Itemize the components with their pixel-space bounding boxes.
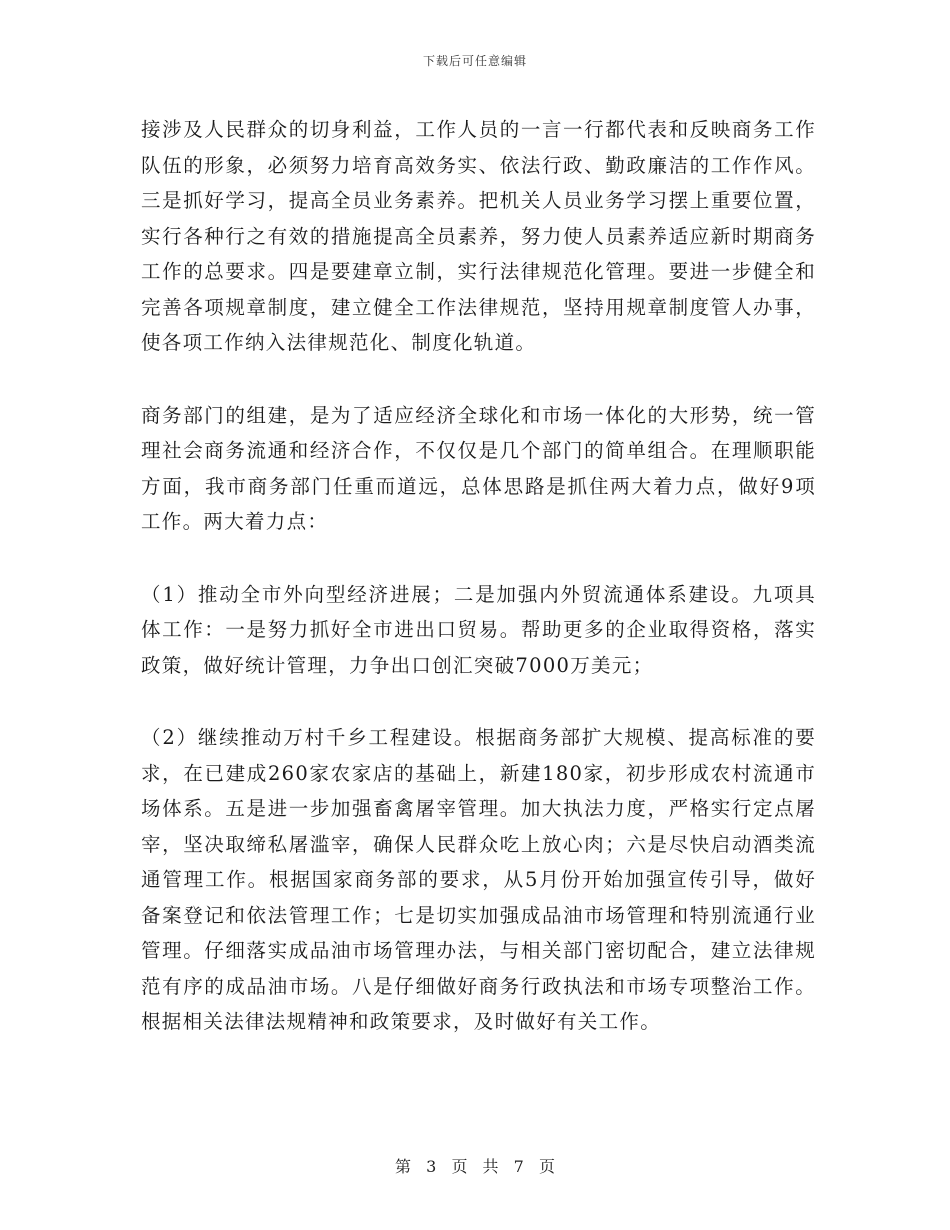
current-page-number: 3 <box>426 1157 437 1176</box>
paragraph-3: （1）推动全市外向型经济进展；二是加强内外贸流通体系建设。九项具体工作：一是努力抓好全市进出口贸易。帮助更多的企业取得资格，落实政策，做好统计管理，力争出口创汇突破7000万美元； <box>141 582 816 677</box>
footer-gong: 共 <box>482 1157 499 1176</box>
total-page-count: 7 <box>513 1157 524 1176</box>
page-footer <box>0 1154 950 1177</box>
paragraph-4: （2）继续推动万村千乡工程建设。根据商务部扩大规模、提高标准的要求，在已建成260家农家店的基础上，新建180家，初步形成农村流通市场体系。五是进一步加强畜禽屠宰管理。加大执法力度，严格实行定点屠宰，坚决取缔私屠滥宰，确保人民群众吃上放心肉；六是尽快启动酒类流通管理工作。根据国家商务部的要求，从5月份开始加强宣传引导，做好备案登记和依法管理工作；七是切实加强成品油市场管理和特别流通行业管理。仔细落实成品油市场管理办法，与相关部门密切配合，建立法律规范有序的成品油市场。八是仔细做好商务行政执法和市场专项整治工作。根据相关法律法规精神和政策要求，及时做好有关工作。 <box>141 726 816 1033</box>
document-body <box>141 112 816 1040</box>
paragraph-1: 接涉及人民群众的切身利益，工作人员的一言一行都代表和反映商务工作队伍的形象，必须努力培育高效务实、依法行政、勤政廉洁的工作作风。三是抓好学习，提高全员业务素养。把机关人员业务学习摆上重要位置，实行各种行之有效的措施提高全员素养，努力使人员素养适应新时期商务工作的总要求。四是要建章立制，实行法律规范化管理。要进一步健全和完善各项规章制度，建立健全工作法律规范，坚持用规章制度管人办事，使各项工作纳入法律规范化、制度化轨道。 <box>141 118 816 354</box>
paragraph-2: 商务部门的组建，是为了适应经济全球化和市场一体化的大形势，统一管理社会商务流通和经济合作，不仅仅是几个部门的简单组合。在理顺职能方面，我市商务部门任重而道远，总体思路是抓住两大着力点，做好9项工作。两大着力点： <box>141 403 816 533</box>
page-header-note: 下载后可任意编辑 <box>422 54 527 68</box>
footer-ye-2: 页 <box>538 1157 555 1176</box>
footer-di: 第 <box>395 1157 412 1176</box>
footer-ye: 页 <box>451 1157 468 1176</box>
